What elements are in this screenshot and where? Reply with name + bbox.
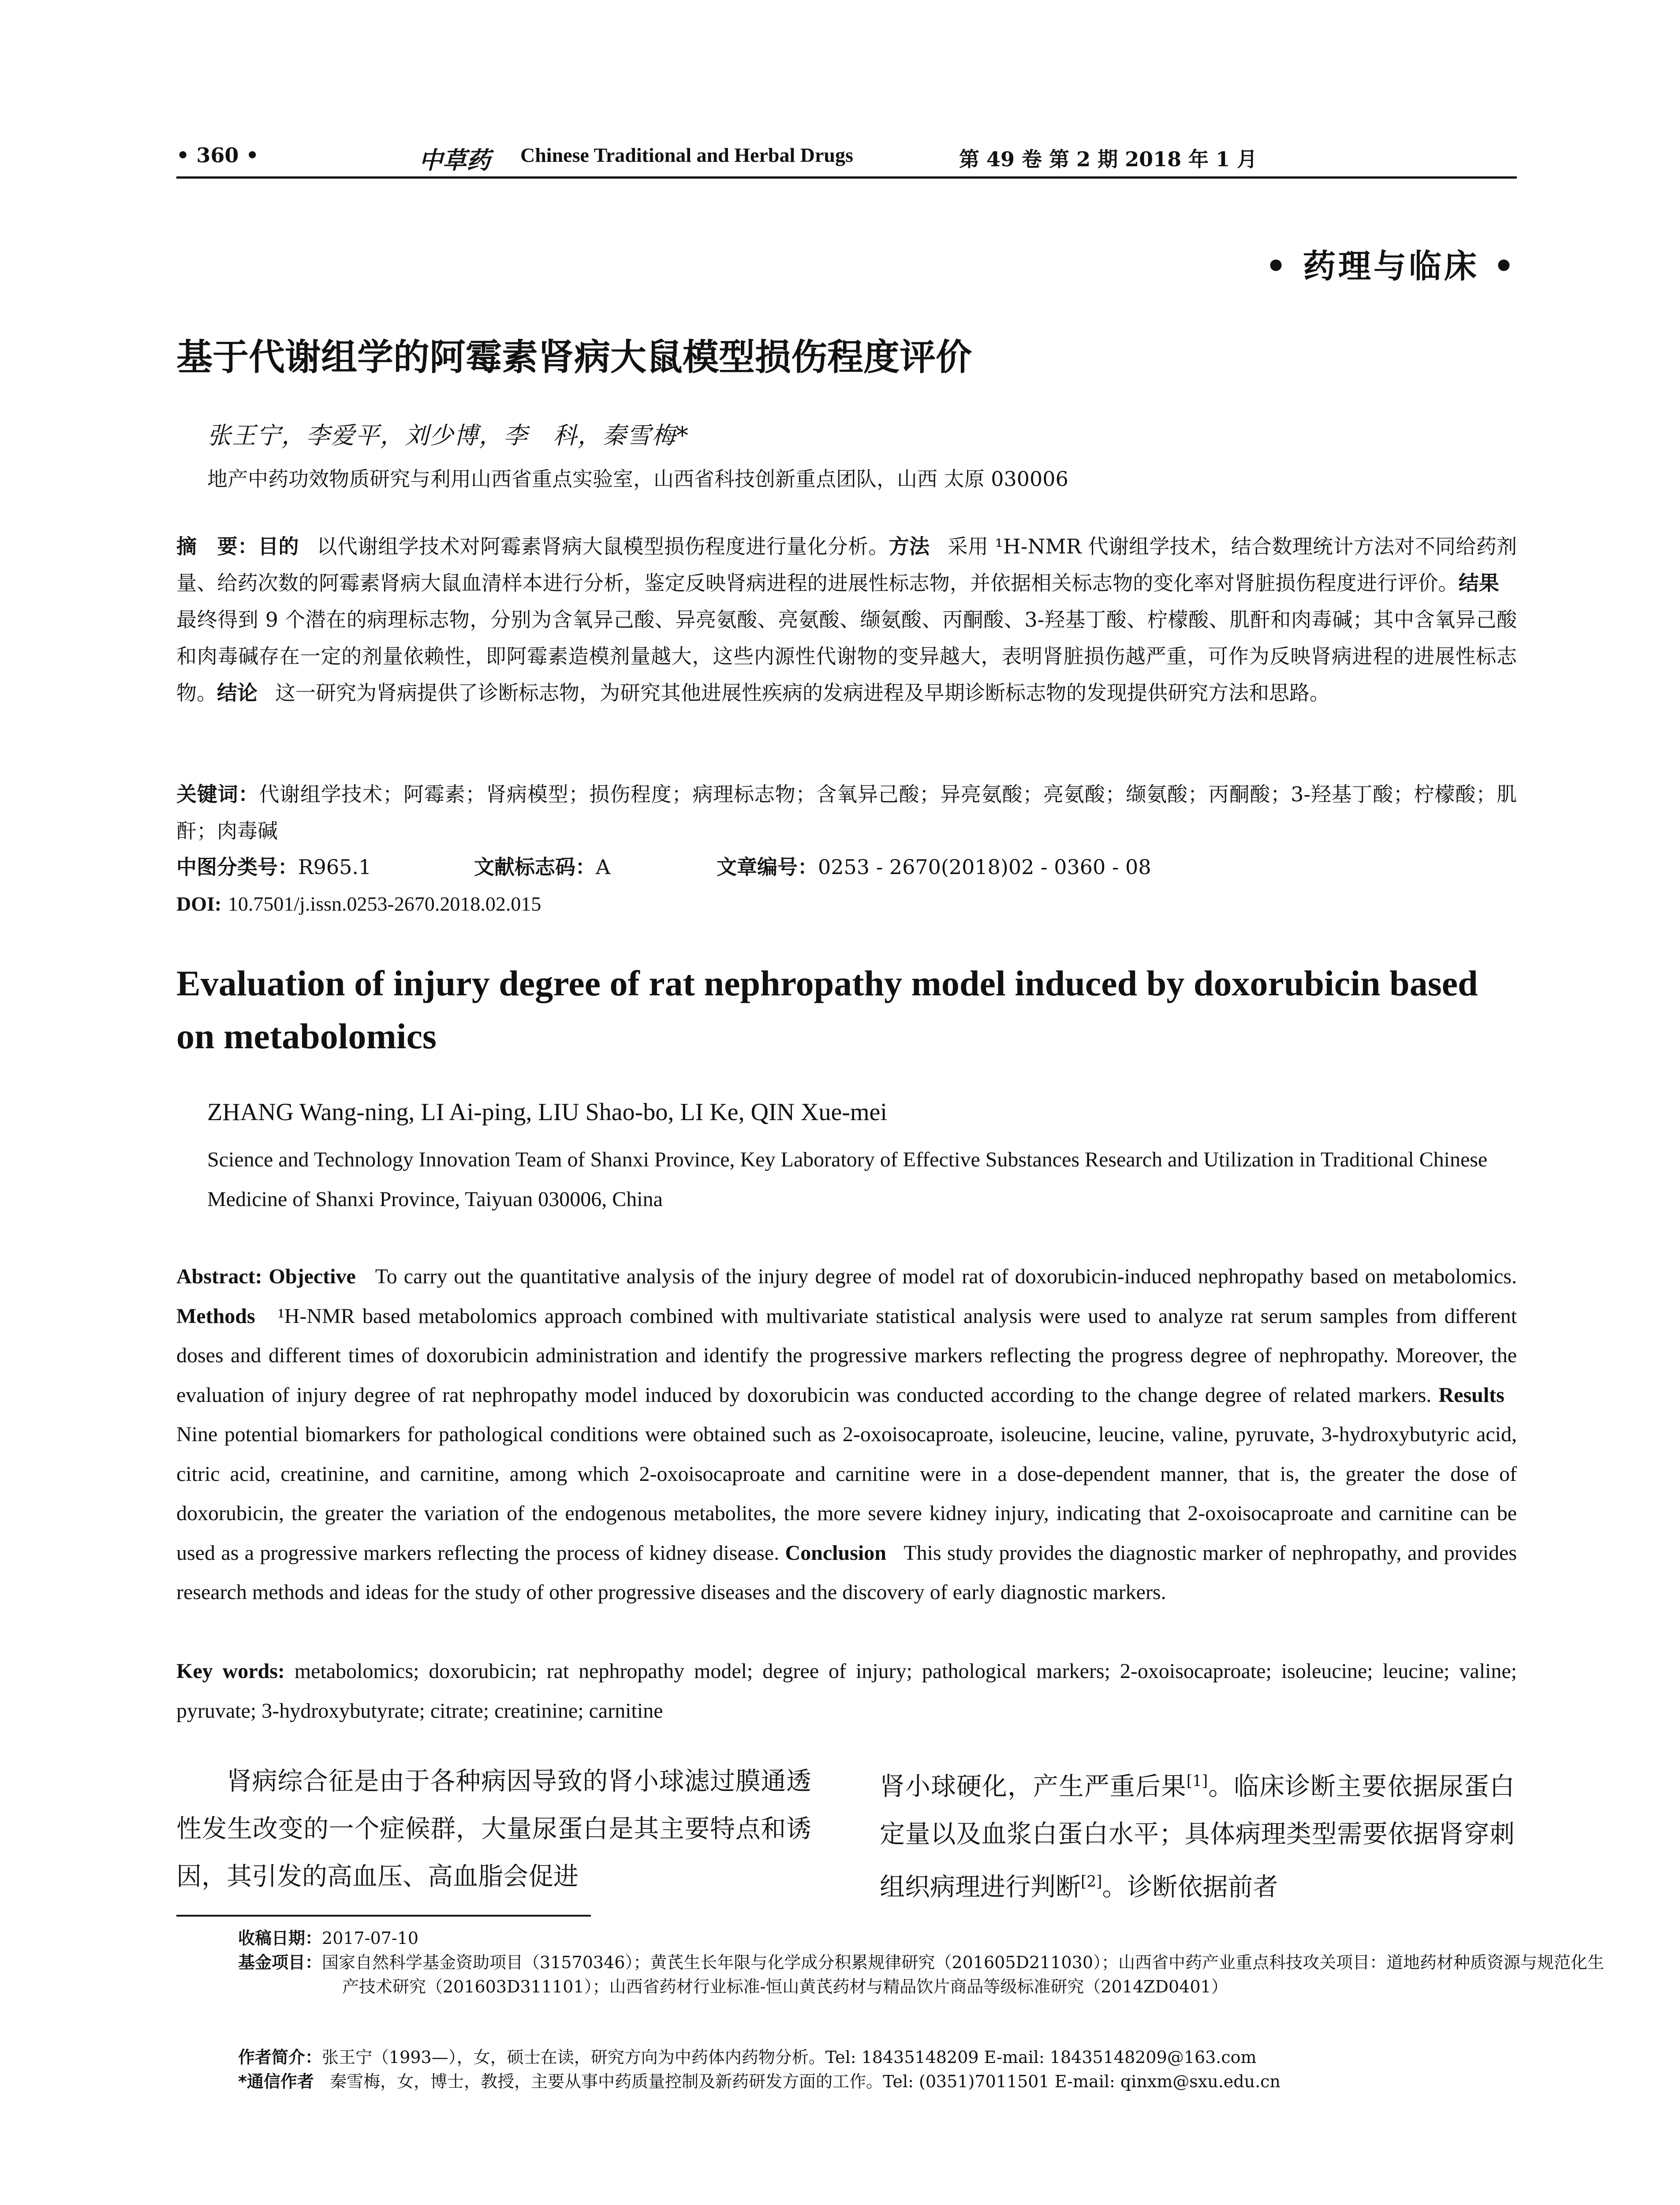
article-id-label: 文章编号： xyxy=(717,855,818,879)
citation-ref[interactable]: [1] xyxy=(1186,1772,1208,1790)
journal-name-cn: 中草药 xyxy=(419,146,490,174)
journal-issue: 第 49 卷 第 2 期 2018 年 1 月 xyxy=(959,147,1258,171)
clc-label: 中图分类号： xyxy=(176,855,298,879)
affiliation-en: Science and Technology Innovation Team of Shanxi Province, Key Laboratory of Effective Substances Research and Utilization in Traditional Chinese Medicine of Shanxi Province, Taiyuan 030006, China xyxy=(207,1148,1488,1211)
received-label: 收稿日期： xyxy=(238,1928,322,1948)
page-number: • 360 • xyxy=(176,143,259,167)
keywords-label-en: Key words: xyxy=(176,1659,285,1683)
objective-cn: 以代谢组学技术对阿霉素肾病大鼠模型损伤程度进行量化分析。 xyxy=(317,534,889,558)
footnote-author xyxy=(238,2045,1517,2070)
corresponding-text: 秦雪梅，女，博士，教授，主要从事中药质量控制及新药研发方面的工作。Tel: (0351)7011501 E-mail: qinxm@sxu.edu.cn xyxy=(330,2072,1281,2091)
article-title-cn: 基于代谢组学的阿霉素肾病大鼠模型损伤程度评价 xyxy=(176,336,972,378)
body-column-left: 肾病综合征是由于各种病因导致的肾小球滤过膜通透性发生改变的一个症候群，大量尿蛋白是其主要特点和诱因，其引发的高血压、高血脂会促进 xyxy=(176,1767,811,1891)
citation-ref[interactable]: [2] xyxy=(1081,1873,1102,1891)
objective-label-cn: 目的 xyxy=(258,534,299,558)
footnote-received xyxy=(238,1926,1517,1951)
methods-label-en: Methods xyxy=(176,1304,255,1328)
footnote-funding xyxy=(238,1951,1621,1999)
keywords-label-cn: 关键词： xyxy=(176,782,259,806)
conclusion-label-en: Conclusion xyxy=(785,1541,886,1565)
methods-label-cn: 方法 xyxy=(889,534,930,558)
corresponding-label: *通信作者 xyxy=(238,2072,314,2091)
body-text: 肾小球硬化，产生严重后果 xyxy=(880,1772,1187,1801)
section-tag: • 药理与临床 • xyxy=(1265,247,1517,285)
abstract-cn xyxy=(176,528,1517,711)
article-title-en: Evaluation of injury degree of rat nephropathy model induced by doxorubicin based on metabolomics xyxy=(176,963,1478,1056)
abstract-label-en: Abstract: Objective xyxy=(176,1265,356,1288)
body-text: 。诊断依据前者 xyxy=(1102,1872,1278,1902)
footnote-corresponding xyxy=(238,2070,1517,2094)
body-text: 。临床诊断主要依据尿蛋白定量以及血浆白蛋白水平；具体病理类型需要依据肾穿刺组织病理进行判断 xyxy=(880,1772,1515,1902)
methods-cn: 采用 ¹H-NMR 代谢组学技术，结合数理统计方法对不同给药剂量、给药次数的阿霉素肾病大鼠血清样本进行分析，鉴定反映肾病进程的进展性标志物，并依据相关标志物的变化率对肾脏损伤程度进行评价。 xyxy=(176,534,1517,595)
doi-label: DOI: xyxy=(176,893,222,915)
author-bio-label: 作者简介： xyxy=(238,2048,322,2067)
body-column-right xyxy=(880,1757,1515,1911)
doc-code-label: 文献标志码： xyxy=(474,855,596,879)
footnote-rule xyxy=(176,1915,591,1917)
objective-en: To carry out the quantitative analysis of the injury degree of model rat of doxorubicin-induced nephropathy based on metabolomics. xyxy=(375,1265,1517,1288)
methods-en: ¹H-NMR based metabolomics approach combined with multivariate statistical analysis were used to analyze rat serum samples from different doses and different times of doxorubicin administration and identify the progressive markers reflecting the progress degree of nephropathy. Moreover, the evaluation of injury degree of rat nephropathy model induced by doxorubicin was conducted according to the change degree of related markers. xyxy=(176,1304,1517,1407)
keywords-text-en: metabolomics; doxorubicin; rat nephropathy model; degree of injury; pathological markers; 2-oxoisocaproate; isoleucine; leucine; valine; pyruvate; 3-hydroxybutyrate; citrate; creatinine; carnitine xyxy=(176,1659,1517,1723)
article-id-value: 0253 - 2670(2018)02 - 0360 - 08 xyxy=(818,855,1151,879)
authors-en: ZHANG Wang-ning, LI Ai-ping, LIU Shao-bo, LI Ke, QIN Xue-mei xyxy=(207,1099,887,1126)
header-rule xyxy=(176,176,1517,179)
keywords-text-cn: 代谢组学技术；阿霉素；肾病模型；损伤程度；病理标志物；含氧异己酸；异亮氨酸；亮氨酸；缬氨酸；丙酮酸；3-羟基丁酸；柠檬酸；肌酐；肉毒碱 xyxy=(176,782,1517,843)
authors-cn: 张王宁，李爱平，刘少博，李 科，秦雪梅* xyxy=(207,422,689,449)
abstract-en xyxy=(176,1257,1517,1612)
keywords-cn xyxy=(176,776,1517,849)
clc-value: R965.1 xyxy=(298,855,372,879)
doi xyxy=(176,886,1517,922)
conclusion-label-cn: 结论 xyxy=(217,681,258,705)
received-date: 2017-07-10 xyxy=(322,1928,419,1948)
classification-row xyxy=(176,849,1517,886)
abstract-label-cn: 摘 要： xyxy=(176,534,258,558)
conclusion-en: This study provides the diagnostic marker of nephropathy, and provides research methods and ideas for the study of other progressive diseases and the discovery of early diagnostic markers. xyxy=(176,1541,1517,1604)
doc-code-value: A xyxy=(596,855,611,879)
results-cn: 最终得到 9 个潜在的病理标志物，分别为含氧异己酸、异亮氨酸、亮氨酸、缬氨酸、丙酮酸、3-羟基丁酸、柠檬酸、肌酐和肉毒碱；其中含氧异己酸和肉毒碱存在一定的剂量依赖性，即阿霉素造模剂量越大，这些内源性代谢物的变异越大，表明肾脏损伤越严重，可作为反映肾病进程的进展性标志物。 xyxy=(176,608,1517,705)
keywords-en xyxy=(176,1652,1517,1730)
funding-text: 国家自然科学基金资助项目（31570346）；黄芪生长年限与化学成分积累规律研究（201605D211030）；山西省中药产业重点科技攻关项目：道地药材种质资源与规范化生产技术研究（201603D311101）；山西省药材行业标准-恒山黄芪药材与精品饮片商品等级标准研究（2014ZD0401） xyxy=(322,1953,1605,1996)
results-en: Nine potential biomarkers for pathological conditions were obtained such as 2-oxoisocaproate, isoleucine, leucine, valine, pyruvate, 3-hydroxybutyric acid, citric acid, creatinine, and carnitine, among which 2-oxoisocaproate and carnitine were in a dose-dependent manner, that is, the greater the dose of doxorubicin, the greater the variation of the endogenous metabolites, the more severe kidney injury, indicating that 2-oxoisocaproate and carnitine can be used as a progressive markers reflecting the process of kidney disease. xyxy=(176,1423,1517,1565)
results-label-cn: 结果 xyxy=(1458,571,1500,595)
author-bio-text: 张王宁（1993—），女，硕士在读，研究方向为中药体内药物分析。Tel: 18435148209 E-mail: 18435148209@163.com xyxy=(322,2048,1257,2067)
conclusion-cn: 这一研究为肾病提供了诊断标志物，为研究其他进展性疾病的发病进程及早期诊断标志物的发现提供研究方法和思路。 xyxy=(275,681,1330,705)
journal-name-en: Chinese Traditional and Herbal Drugs xyxy=(520,144,853,166)
doi-link[interactable]: 10.7501/j.issn.0253-2670.2018.02.015 xyxy=(228,893,541,915)
funding-label: 基金项目： xyxy=(238,1953,322,1972)
affiliation-cn: 地产中药功效物质研究与利用山西省重点实验室，山西省科技创新重点团队，山西 太原 030006 xyxy=(207,467,1068,491)
results-label-en: Results xyxy=(1438,1383,1505,1407)
